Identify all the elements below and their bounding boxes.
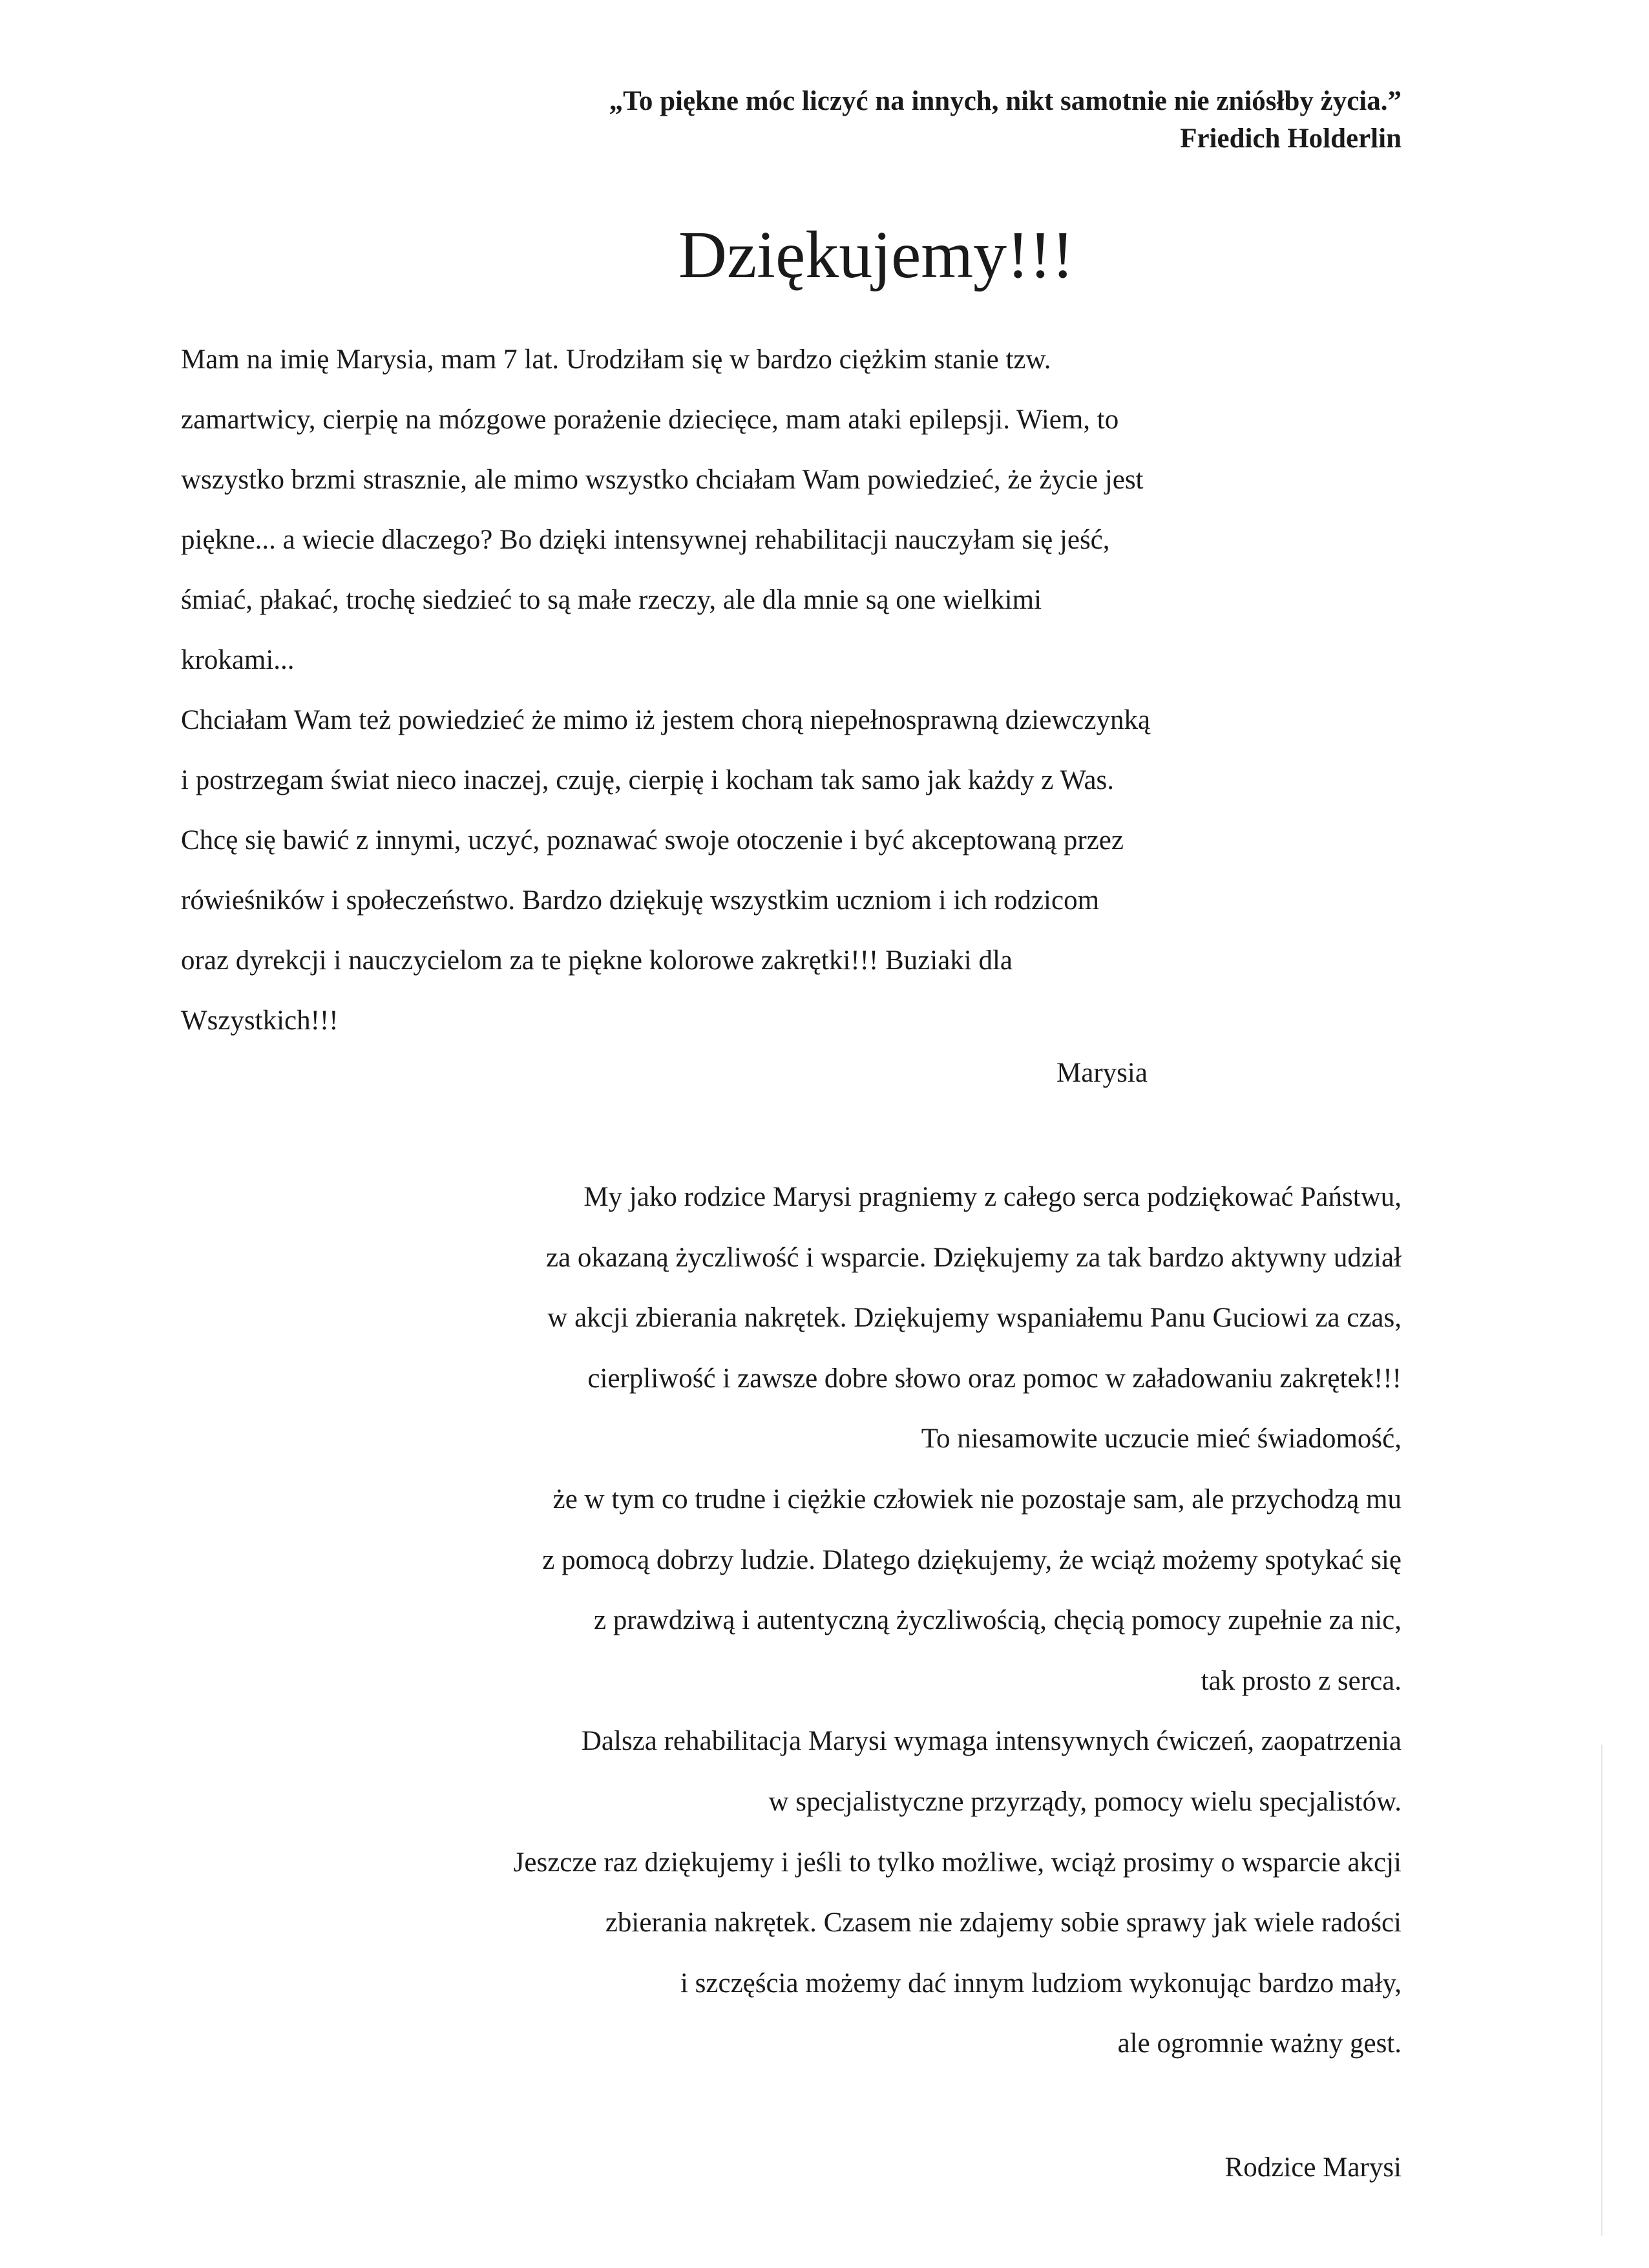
text-line: rówieśników i społeczeństwo. Bardzo dziękuję wszystkim uczniom i ich rodzicom — [181, 885, 1100, 916]
text-line: ale ogromnie ważny gest. — [1117, 2028, 1402, 2059]
text-line: Dalsza rehabilitacja Marysi wymaga intensywnych ćwiczeń, zaopatrzenia — [581, 1726, 1402, 1757]
text-line: To niesamowite uczucie mieć świadomość, — [921, 1423, 1402, 1454]
text-line: zbierania nakrętek. Czasem nie zdajemy sobie sprawy jak wiele radości — [605, 1907, 1402, 1938]
text-line: piękne... a wiecie dlaczego? Bo dzięki intensywnej rehabilitacji nauczyłam się jeść, — [181, 525, 1110, 555]
text-line: Mam na imię Marysia, mam 7 lat. Urodziłam się w bardzo ciężkim stanie tzw. — [181, 344, 1051, 375]
text-line: tak prosto z serca. — [1201, 1665, 1402, 1696]
text-line: wszystko brzmi strasznie, ale mimo wszystko chciałam Wam powiedzieć, że życie jest — [181, 465, 1144, 495]
text-line: i postrzegam świat nieco inaczej, czuję, cierpię i kocham tak samo jak każdy z Was. — [181, 765, 1115, 795]
page-title: Dziękujemy!!! — [678, 218, 1075, 292]
text-line: Chciałam Wam też powiedzieć że mimo iż jestem chorą niepełnosprawną dziewczynką — [181, 705, 1151, 735]
text-line: że w tym co trudne i ciężkie człowiek nie pozostaje sam, ale przychodzą mu — [552, 1484, 1402, 1515]
text-line: i szczęścia możemy dać innym ludziom wykonując bardzo mały, — [680, 1968, 1402, 1999]
text-line: oraz dyrekcji i nauczycielom za te piękne kolorowe zakrętki!!! Buziaki dla — [181, 945, 1013, 976]
text-line: w akcji zbierania nakrętek. Dziękujemy wspaniałemu Panu Guciowi za czas, — [547, 1303, 1402, 1334]
epigraph — [609, 83, 1402, 158]
text-line: Jeszcze raz dziękujemy i jeśli to tylko możliwe, wciąż prosimy o wsparcie akcji — [513, 1847, 1402, 1878]
parents-signature: Rodzice Marysi — [1224, 2152, 1402, 2183]
text-line: w specjalistyczne przyrządy, pomocy wielu specjalistów. — [768, 1786, 1402, 1817]
child-letter — [181, 330, 1409, 1051]
text-line: cierpliwość i zawsze dobre słowo oraz pomoc w załadowaniu zakrętek!!! — [587, 1363, 1402, 1394]
text-line: krokami... — [181, 645, 295, 675]
parents-letter — [109, 1167, 1402, 2074]
scan-edge-mark — [1601, 1745, 1602, 2236]
text-line: z prawdziwą i autentyczną życzliwością, chęcią pomocy zupełnie za nic, — [594, 1605, 1402, 1636]
text-line: My jako rodzice Marysi pragniemy z całego serca podziękować Państwu, — [583, 1182, 1402, 1212]
text-line: Chcę się bawić z innymi, uczyć, poznawać swoje otoczenie i być akceptowaną przez — [181, 825, 1124, 856]
child-signature: Marysia — [1056, 1058, 1148, 1088]
text-line: Wszystkich!!! — [181, 1005, 339, 1036]
text-line: za okazaną życzliwość i wsparcie. Dziękujemy za tak bardzo aktywny udział — [545, 1242, 1402, 1273]
epigraph-author: Friedich Holderlin — [1180, 123, 1402, 154]
text-line: śmiać, płakać, trochę siedzieć to są małe rzeczy, ale dla mnie są one wielkimi — [181, 585, 1042, 615]
text-line: zamartwicy, cierpię na mózgowe porażenie dziecięce, mam ataki epilepsji. Wiem, to — [181, 404, 1119, 435]
epigraph-quote: „To piękne móc liczyć na innych, nikt samotnie nie zniósłby życia.” — [609, 86, 1402, 116]
text-line: z pomocą dobrzy ludzie. Dlatego dziękujemy, że wciąż możemy spotykać się — [542, 1544, 1402, 1575]
